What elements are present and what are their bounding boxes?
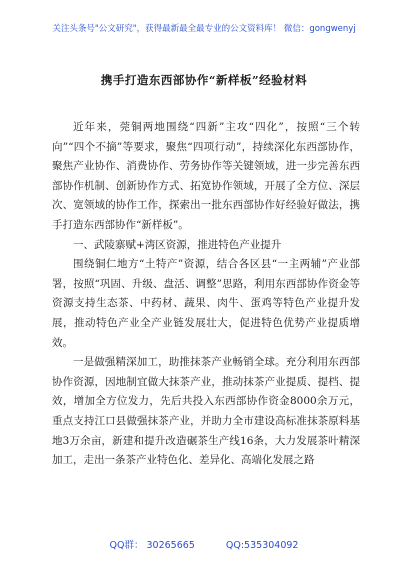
document-body [52, 118, 360, 471]
page-title: 携手打造东西部协作“新样板”经验材料 [100, 73, 308, 87]
body-paragraph: 一是做强精深加工，助推抹茶产业畅销全球。充分利用东西部协作资源，因地制宜做大抹茶产业，推动抹茶产业提质、提档、提效，增加全方位发力，先后共投入东西部协作资金8000余万元，重点支持江口县做强抹茶产业，并助力全市建设高标准抹茶原料基地3万余亩，新建和提升改造碾茶生产线16条，大力发展茶叶精深加工，走出一条茶产业特色化、差异化、高端化发展之路 [52, 356, 360, 467]
footer-qq: QQ:535304092 [225, 540, 299, 551]
footer [0, 537, 408, 551]
section-heading: 一、武陵寨赋+湾区资源，推进特色产业提升 [73, 238, 282, 251]
intro-paragraph: 近年来，莞铜两地围绕“四新”主攻“四化”，按照“三个转向”“四个不摘”等要求，聚焦“四项行动”，持续深化东西部协作，聚焦产业协作、消费协作、劳务协作等关键领域，进一步完善东西部协作机制、创新协作方式、拓宽协作领域，开展了全方位、深层次、宽领域的协作工作，探索出一批东西部协作好经验好做法，携手打造东西部协作“新样板”。 [52, 121, 360, 231]
header-note: 关注头条号"公文研究"，获得最新最全最专业的公文资料库！ 微信：gongwenyj [52, 24, 356, 34]
footer-qq-group: QQ群： 30265665 [109, 540, 195, 551]
body-paragraph: 围绕铜仁地方“土特产”资源，结合各区县“一主两辅”产业部署，按照“巩固、升级、盘活、调整”思路，利用东西部协作资金等资源支持生态茶、中药材、蔬果、肉牛、蛋鸡等特色产业提升发展，推动特色产业全产业链发展壮大，促进特色优势产业提质增效。 [52, 258, 360, 349]
